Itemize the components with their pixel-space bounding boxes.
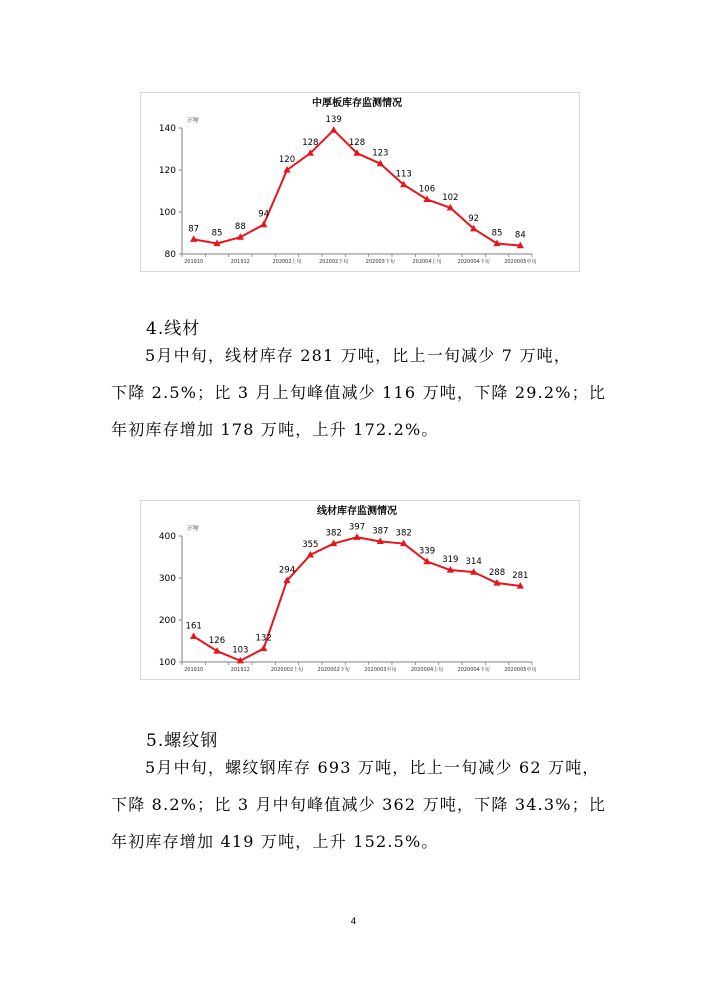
data-label: 355 [302, 539, 319, 550]
data-label: 120 [278, 155, 296, 165]
chart-plate-inventory-svg [140, 92, 580, 272]
data-label: 113 [395, 169, 412, 180]
y-tick-label: 300 [158, 574, 176, 584]
data-label: 281 [512, 570, 529, 581]
data-point [190, 632, 197, 639]
data-label: 92 [468, 213, 480, 224]
data-label: 132 [255, 633, 272, 644]
data-point [190, 235, 197, 242]
x-tick-label: 202002下旬 [319, 259, 349, 265]
x-tick-label: 2020004下旬 [457, 667, 490, 673]
data-point [330, 126, 337, 133]
data-label: 88 [234, 222, 246, 233]
x-tick-label: 201912 [230, 667, 250, 673]
data-label: 103 [232, 645, 249, 656]
section-heading-rebar: 5.螺纹钢 [146, 731, 219, 751]
data-label: 85 [491, 228, 503, 239]
x-tick-label: 201910 [184, 667, 204, 673]
paragraph-line: 下降 2.5%；比 3 月上旬峰值减少 116 万吨，下降 29.2%；比 [111, 383, 607, 402]
data-label: 294 [278, 565, 296, 576]
data-label: 387 [372, 526, 389, 537]
chart-unit-label: 万吨 [186, 117, 199, 124]
data-point [260, 221, 267, 228]
x-tick-label: 2020005中旬 [504, 259, 537, 265]
data-label: 102 [442, 192, 459, 203]
page-number: 4 [350, 917, 357, 927]
data-label: 84 [514, 230, 526, 241]
paragraph-line: 5月中旬，线材库存 281 万吨，比上一旬减少 7 万吨， [145, 346, 572, 365]
data-label: 128 [302, 138, 319, 149]
y-tick-label: 200 [158, 616, 176, 626]
data-point [353, 533, 360, 540]
x-tick-label: 2020004上旬 [410, 667, 444, 673]
x-tick-label: 202002上旬 [272, 259, 302, 265]
data-label: 87 [188, 224, 200, 235]
paragraph-line: 年初库存增加 178 万吨，上升 172.2%。 [111, 420, 439, 439]
section-heading-wire: 4.线材 [146, 319, 201, 339]
x-tick-label: 2020002下旬 [317, 667, 350, 673]
data-label: 123 [372, 148, 389, 159]
x-tick-label: 201910 [184, 259, 204, 265]
data-label: 339 [418, 546, 436, 557]
x-tick-label: 2020002上旬 [270, 667, 304, 673]
data-label: 314 [465, 557, 482, 568]
y-tick-label: 100 [158, 658, 176, 668]
chart-wire-inventory [140, 500, 580, 680]
chart-title: 线材库存监测情况 [317, 506, 397, 517]
x-tick-label: 201912 [230, 259, 250, 265]
y-tick-label: 80 [164, 250, 176, 260]
x-tick-label: 2020003中旬 [364, 667, 397, 673]
data-label: 319 [442, 555, 459, 566]
section-paragraph-wire [111, 337, 611, 448]
y-tick-label: 120 [158, 166, 176, 176]
data-label: 106 [418, 184, 436, 195]
data-label: 85 [211, 228, 223, 239]
data-label: 126 [208, 636, 226, 647]
data-label: 139 [325, 115, 342, 126]
paragraph-line: 5月中旬，螺纹钢库存 693 万吨，比上一旬减少 62 万吨， [145, 758, 600, 777]
series-line [194, 537, 521, 660]
x-tick-label: 2020005中旬 [504, 667, 537, 673]
x-tick-label: 2020004下旬 [457, 259, 490, 265]
data-label: 382 [395, 528, 412, 539]
chart-title: 中厚板库存监测情况 [312, 98, 402, 109]
data-label: 382 [325, 528, 342, 539]
data-label: 288 [488, 568, 506, 579]
x-tick-label: 202003下旬 [365, 259, 395, 265]
y-tick-label: 100 [158, 208, 176, 218]
data-point [260, 645, 267, 652]
y-tick-label: 140 [158, 124, 176, 134]
data-label: 94 [258, 209, 270, 220]
data-label: 397 [348, 522, 366, 533]
chart-plate-inventory [140, 92, 580, 272]
paragraph-line: 下降 8.2%；比 3 月中旬峰值减少 362 万吨，下降 34.3%；比 [111, 795, 607, 814]
chart-unit-label: 万吨 [186, 525, 199, 532]
data-label: 161 [185, 621, 202, 632]
chart-wire-inventory-svg [140, 500, 580, 680]
data-label: 128 [348, 138, 366, 149]
y-tick-label: 400 [158, 532, 176, 542]
paragraph-line: 年初库存增加 419 万吨，上升 152.5%。 [111, 832, 439, 851]
x-tick-label: 202004上旬 [412, 259, 442, 265]
section-paragraph-rebar [111, 749, 611, 860]
